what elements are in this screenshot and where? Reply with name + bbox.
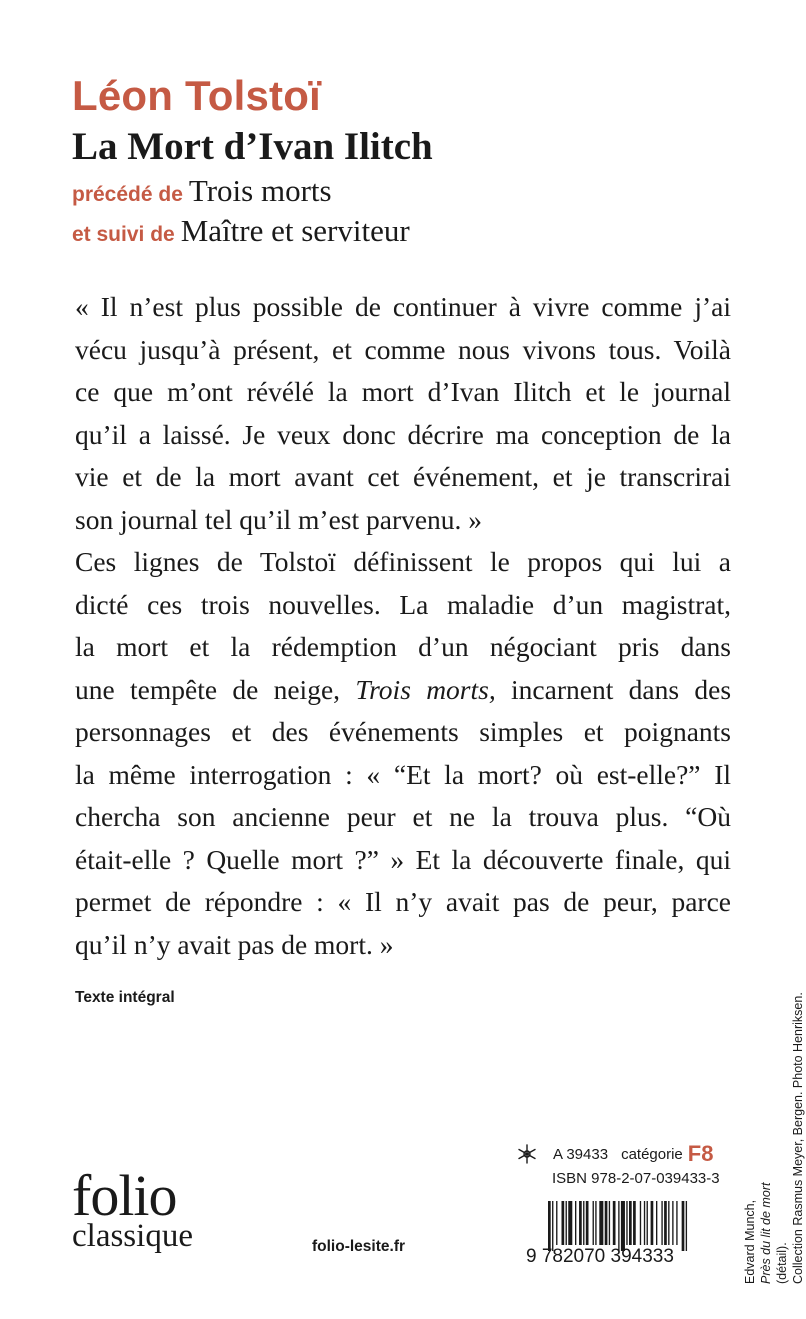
blurb-line: personnages et des événements simples et poignants [75, 716, 731, 747]
star-logo-icon [517, 1144, 537, 1164]
blurb-line: était-elle ? Quelle mort ?” » Et la découverte finale, qui [75, 843, 731, 875]
barcode-bar [629, 1201, 632, 1245]
barcode-bar [575, 1201, 576, 1245]
barcode-bar [676, 1201, 677, 1245]
credit-line-2: Collection Rasmus Meyer, Bergen. Photo Henriksen. [791, 992, 805, 1284]
credit-artwork-title: Près du lit de mort [759, 1182, 773, 1284]
blurb-line: permet de répondre : « Il n’y avait pas de peur, parce [75, 886, 731, 917]
book-title: La Mort d’Ivan Ilitch [72, 125, 433, 168]
preceded-by-line [72, 173, 332, 213]
blurb-line: chercha son ancienne peur et ne la trouva plus. “Où [75, 801, 731, 832]
blurb-line: qu’il a laissé. Je veux donc décrire ma conception de la [75, 418, 731, 450]
barcode-bar [609, 1201, 610, 1245]
isbn: ISBN 978-2-07-039433-3 [552, 1170, 720, 1187]
barcode-bar [682, 1201, 685, 1251]
barcode-bar [556, 1201, 557, 1245]
followed-by-label: et suivi de [72, 223, 175, 246]
folio-classique-logo [72, 1163, 193, 1254]
barcode-bar [644, 1201, 645, 1245]
barcode-bar [548, 1201, 551, 1251]
category-value: F8 [687, 1141, 714, 1166]
barcode-bar [568, 1201, 572, 1245]
blurb-italic-title: Trois morts, [355, 673, 496, 705]
barcode-bar [593, 1201, 594, 1245]
blurb-line: Ces lignes de Tolstoï définissent le propos qui lui a [75, 546, 731, 577]
barcode-bar [672, 1201, 673, 1245]
barcode-bar [583, 1201, 584, 1245]
image-credit [742, 964, 805, 1284]
followed-by-work: Maître et serviteur [180, 213, 410, 248]
credit-line-1 [742, 964, 790, 1284]
blurb-quote [75, 286, 731, 541]
category-label: catégorie [621, 1145, 683, 1163]
barcode-bar [586, 1201, 589, 1245]
blurb-body [75, 541, 731, 966]
preceded-by-label: précédé de [72, 183, 183, 206]
barcode-bar [686, 1201, 687, 1251]
blurb-line [75, 669, 731, 712]
blurb-line: qu’il n’y avait pas de mort. » [75, 928, 394, 960]
blurb-line: « Il n’est plus possible de continuer à vivre comme j’ai [75, 291, 731, 322]
barcode-bar [618, 1201, 619, 1251]
blurb-line: vécu jusqu’à présent, et comme nous vivons tous. Voilà [75, 333, 731, 365]
blurb-line: ce que m’ont révélé la mort d’Ivan Ilitch et le journal [75, 376, 731, 407]
edition-note: Texte intégral [75, 989, 175, 1006]
barcode-bar [595, 1201, 596, 1245]
logo-classique-text: classique [72, 1218, 193, 1254]
barcode-bar [633, 1201, 636, 1245]
barcode-bar [668, 1201, 669, 1245]
barcode-bar [599, 1201, 603, 1245]
credit-detail: (détail). [775, 1242, 789, 1284]
logo-folio-text: folio [72, 1163, 177, 1228]
followed-by-line [72, 213, 410, 253]
blurb-text: incarnent dans des [511, 673, 732, 705]
barcode-digits: 9 782070 394333 [526, 1246, 674, 1267]
blurb-line: dicté ces trois nouvelles. La maladie d’un magistrat, [75, 588, 731, 620]
barcode-bar [579, 1201, 582, 1245]
blurb-line: la même interrogation : « “Et la mort? où est-elle?” Il [75, 758, 731, 790]
barcode-bar [621, 1201, 625, 1251]
barcode-bar [626, 1201, 627, 1245]
blurb-text: une tempête de neige, [75, 673, 341, 705]
barcode-bar [562, 1201, 565, 1245]
website-link[interactable]: folio-lesite.fr [312, 1238, 406, 1255]
credit-artist: Edvard Munch, [743, 1199, 757, 1284]
barcode-bar [566, 1201, 567, 1245]
blurb-line: la mort et la rédemption d’un négociant pris dans [75, 631, 731, 662]
barcode-bar [664, 1201, 667, 1245]
barcode-bar [647, 1201, 648, 1245]
catalog-number: A 39433 [553, 1145, 609, 1163]
barcode-bar [656, 1201, 657, 1245]
barcode-bar [661, 1201, 662, 1245]
blurb-line: son journal tel qu’il m’est parvenu. » [75, 503, 483, 535]
barcode-bar [552, 1201, 553, 1251]
blurb-line: vie et de la mort avant cet événement, et je transcrirai [75, 461, 731, 492]
barcode-bar [613, 1201, 616, 1245]
barcode-bar [605, 1201, 608, 1245]
author-name: Léon Tolstoï [72, 72, 321, 119]
preceded-by-work: Trois morts [188, 173, 332, 208]
barcode-bar [651, 1201, 654, 1245]
barcode-bar [640, 1201, 641, 1245]
back-cover-blurb [75, 286, 731, 966]
catalog-code-row [517, 1141, 713, 1167]
